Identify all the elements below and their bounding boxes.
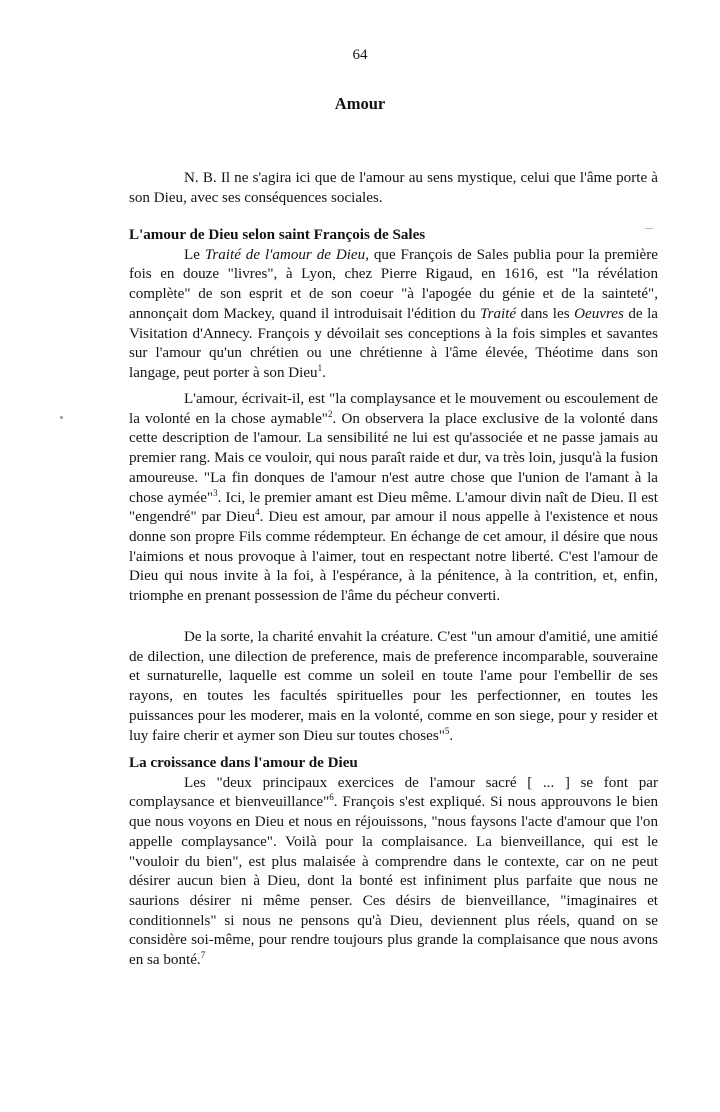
section-growth-in-love [129,754,658,971]
book-title: Traité [480,305,517,322]
section-heading: La croissance dans l'amour de Dieu [129,755,358,771]
body-paragraph [129,246,658,384]
text-run: . Ici, le premier amant est Dieu même. L'amour divin naît de Dieu. Il est "engendré" par Dieu [129,489,659,526]
text-run: Le [184,246,205,263]
page-number: 64 [352,47,368,63]
body-paragraph [129,774,658,971]
text-run: . François s'est expliqué. Si nous approuvons le bien que nous voyons en Dieu et nous en réjouissons, "nous faysons l'acte d'amour que l'on appelle complaysance". Voilà pour la complaisance. La bienveillance, qui est le "vouloir du bien", est plus malaisée à comprendre dans le contexte, car on ne peut désirer aucun bien à Dieu, dont la bonté est infiniment plus parfaite que nous ne saurions désirer ni même penser. Ces désirs de bienveillance, "imaginaires et conditionnels" si nous ne pensons qu'à Dieu, deviennent plus réels, quand on se considère soi-même, pour rendre toujours plus grande la complaisance que nous avons en sa bonté. [129,794,658,969]
body-paragraph [129,628,658,746]
scan-dash [645,228,653,229]
footnote-ref: 5 [444,725,450,736]
text-run: . On observera la place exclusive de la volonté dans cette description de l'amour. La sensibilité ne lui est qu'associée et ne passe jamais au premier rang. Mais ce vouloir, qui nous paraît raide et dur, va très loin, jusqu'à la fusion amoureuse. "La fin donques de l'amour n'est autre chose que l'union de l'amant à la chose aymée" [129,410,658,506]
footnote-ref: 1 [317,362,323,373]
body-block [129,390,658,607]
footnote-ref: 6 [329,792,334,803]
text-run: De la sorte, la charité envahit la créature. C'est "un amour d'amitié, une amitié de dilection, une dilection de preference, mais de preference incomparable, souveraine et surnaturelle, laquelle est comme un soleil en toute l'ame pour l'embellir de ses rayons, en toutes les facultés spirituelles pour les perfectionner, en toutes les puissances pour les moderer, mais en la volonté, comme en son siege, pour y resider et luy faire cherir et aymer son Dieu sur toutes choses" [129,629,658,744]
text-run: . [322,364,326,381]
section-salesian-love [129,226,658,384]
body-paragraph [129,390,658,607]
footnote-ref: 4 [255,507,260,518]
text-run: Les "deux principaux exercices de l'amour sacré [ ... ] se font par complaysance et bienveuillance" [129,774,658,811]
body-block [129,628,658,746]
text-run: . Dieu est amour, par amour il nous appelle à l'existence et nous donne son propre Fils comme rédempteur. En échange de cet amour, il désire que nous l'aimions et nous provoque à l'aimer, tout en respectant notre liberté. C'est l'amour de Dieu qui nous invite à la foi, à l'espérance, à la pénitence, à la contrition, et, enfin, triomphe en prenant possession de l'âme du pécheur converti. [129,509,659,605]
footnote-ref: 7 [200,950,206,960]
text-run: de la Visitation d'Annecy. François y dévoilait ses conceptions à la fois simples et savantes sur l'amour qu'un chrétien ou une chrétienne à l'âme élevée, Théotime dans son langage, peut porter à son Dieu [129,305,659,381]
note-paragraph: N. B. Il ne s'agira ici que de l'amour au sens mystique, celui que l'âme porte à son Dieu, avec ses conséquences sociales. [129,170,658,206]
text-run: dans les [516,305,575,322]
scan-speck [60,416,63,419]
footnote-ref: 2 [327,408,333,419]
section-heading: L'amour de Dieu selon saint François de Sales [129,227,426,243]
book-title: Oeuvres [574,305,624,322]
footnote-ref: 3 [213,487,218,498]
text-run: L'amour, écrivait-il, est "la complaysance et le mouvement ou escoulement de la volonté en la chose aymable" [129,391,658,427]
chapter-title: Amour [334,94,386,113]
book-title: Traité de l'amour de Dieu [204,246,366,263]
text-run: . [449,727,454,744]
text-run: , que François de Sales publia pour la première fois en douze "livres", à Lyon, chez Pierre Rigaud, en 1616, est "la révélation complète" de son esprit et de son coeur "à l'apogée du génie et de la sainteté", annonçait dom Mackey, quand il introduisait l'édition du [129,246,658,322]
preliminary-note [129,169,658,208]
